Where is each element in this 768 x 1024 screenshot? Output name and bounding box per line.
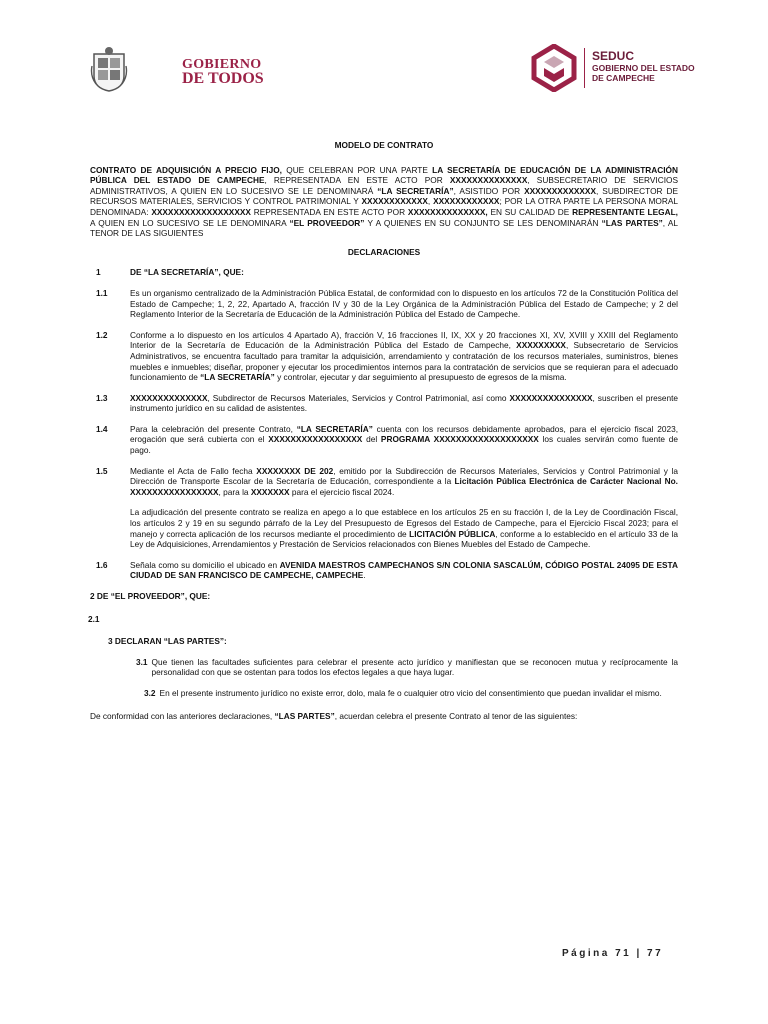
seduc-divider <box>584 48 585 88</box>
text-run: , conforme a lo establecido en el artículo 33 de la Ley de Adquisiciones, Arrendamientos y Prestación de Servicios relacionados con Bienes Muebles del Estado de Campeche. <box>130 528 678 550</box>
declaration-item <box>90 288 678 320</box>
text-run: Es un organismo centralizado de la Administración Pública Estatal, de conformidad con lo dispuesto en los artículos 72 de la Constitución Política del Estado de Campeche; 1, 2, 22, Apartado A, fracción IV y 30 de la Ley Orgánica de la Administración Pública del Estado de Campeche; y 2 del Reglamento Interior de la Secretaría de Educación de la Administración Pública del Estado de Campeche. <box>130 287 678 320</box>
text-run: del <box>362 434 381 445</box>
seduc-logo-text <box>592 50 695 83</box>
bold-run: Licitación Pública Electrónica de Carácter Nacional No. XXXXXXXXXXXXXXXX <box>130 476 678 497</box>
text-run: EN SU CALIDAD DE <box>487 206 573 217</box>
state-seal-icon <box>90 46 128 92</box>
declaration-item <box>90 330 678 383</box>
document-body <box>90 140 678 721</box>
contract-intro <box>90 165 678 239</box>
declaration-items <box>90 288 678 581</box>
bold-run: XXXXXXXXXXXX <box>433 196 500 207</box>
section-1-label: DE “LA SECRETARÍA”, QUE: <box>130 267 244 278</box>
declaraciones-title: DECLARACIONES <box>347 246 421 257</box>
bold-run: XXXXXXXXXXXXXX <box>449 175 528 186</box>
text-run: y controlar, ejecutar y dar seguimiento al presupuesto de egresos de la misma. <box>274 372 567 383</box>
text-run: . <box>363 570 366 581</box>
bold-run: CONTRATO DE ADQUISICIÓN A PRECIO FIJO, <box>90 164 282 175</box>
bold-run: XXXXXXXXXXXXXXXXX <box>268 434 363 445</box>
bold-run: LICITACIÓN PÚBLICA <box>409 528 496 539</box>
text-run: , REPRESENTADA EN ESTE ACTO POR <box>264 175 450 186</box>
bold-run: XXXXXXXXXXXX <box>361 196 428 207</box>
text-run: , suscriben el presente instrumento jurídico en su calidad de asistentes. <box>130 392 678 414</box>
bold-run: “LA SECRETARÍA” <box>377 185 454 196</box>
section-2-heading: 2 DE “EL PROVEEDOR”, QUE: <box>90 591 211 601</box>
item-text <box>130 288 678 320</box>
item-text <box>130 330 678 383</box>
logo-line-2: DE TODOS <box>182 70 264 87</box>
text-run: , ASISTIDO POR <box>453 185 525 196</box>
text-run: , para la <box>218 486 251 497</box>
text-run: Señala como su domicilio el ubicado en <box>130 559 280 570</box>
item-number: 1.3 <box>96 392 108 403</box>
item-number: 1.5 <box>96 465 108 476</box>
text-run: Mediante el Acta de Fallo fecha <box>130 465 257 476</box>
declaration-item <box>90 424 678 456</box>
bold-run: XXXXXXXX DE 202 <box>256 465 334 476</box>
parties-item-text: Que tienen las facultades suficientes para celebrar el presente acto jurídico y manifiestan que se reconocen mutua y recíprocamente la personalidad con que se ostentan para todos los efectos legales a que haya lugar. <box>151 656 678 678</box>
item-text <box>130 393 678 414</box>
text-run: La adjudicación del presente contrato se realiza en apego a lo que establece en los artículos 25 en su fracción I, de la Ley de Coordinación Fiscal, los artículos 2 y 19 en su segundo párrafo de la Ley del Presupuesto de Egresos del Estado de Campeche, para el Ejercicio Fiscal 2023; para el manejo y correcta aplicación de los recursos mediante el procedimiento de <box>130 507 678 539</box>
bold-run: XXXXXXXXXXXXXXXXXX <box>151 206 251 217</box>
page-number: Página 71 | 77 <box>562 948 664 959</box>
parties-item-number: 3.1 <box>136 656 148 667</box>
text-run: los cuales servirán como fuente de pago. <box>130 434 678 456</box>
text-run: , emitido por la Subdirección de Recursos Materiales, Servicios y Control Patrimonial y la Dirección de Transporte Escolar de la Secretaría de Educación, correspondiente a la <box>130 465 678 487</box>
section-1-heading <box>90 267 678 278</box>
bold-run: XXXXXXX <box>250 486 290 497</box>
declaration-item <box>90 393 678 414</box>
bold-run: “EL PROVEEDOR” <box>289 217 365 228</box>
parties-item-text: En el presente instrumento jurídico no existe error, dolo, mala fe o cualquier otro vicio del consentimiento que puedan invalidar el mismo. <box>159 687 662 698</box>
declaration-item <box>90 466 678 498</box>
text-run: ; POR LA OTRA PARTE LA PERSONA MORAL DENOMINADA: <box>90 196 679 217</box>
bold-run: XXXXXXXXXXXXX <box>524 185 597 196</box>
text-run: REPRESENTADA EN ESTE ACTO POR <box>250 206 408 217</box>
item-text <box>130 560 678 581</box>
text-run: , <box>427 196 434 207</box>
item-number: 1.1 <box>96 287 108 298</box>
parties-item <box>136 657 678 678</box>
bold-run: PROGRAMA XXXXXXXXXXXXXXXXXXX <box>380 434 539 445</box>
seduc-logo-icon <box>530 44 578 92</box>
bold-run: AVENIDA MAESTROS CAMPECHANOS S/N COLONIA SASCALÚM, CÓDIGO POSTAL 24095 DE ESTA CIUDAD DE SAN FRANCISCO DE CAMPECHE, CAMPECHE <box>130 559 678 581</box>
text-run: , SUBDIRECTOR DE RECURSOS MATERIALES, SERVICIOS Y CONTROL PATRIMONIAL Y <box>90 185 679 207</box>
parties-item-number: 3.2 <box>144 687 156 698</box>
logo-line-1: GOBIERNO <box>182 57 262 72</box>
text-run: Conforme a lo dispuesto en los artículos 4 Apartado A), fracción V, 16 fracciones II, IX, XX y 20 fracciones XI, XV, XVIII y XXIII del Reglamento Interior de la Secretaría de Educación de la Administración Pública del Estado de Campeche, <box>130 329 678 351</box>
text-run: , Subdirector de Recursos Materiales, Servicios y Control Patrimonial, así como <box>207 392 510 403</box>
parties-item <box>144 688 678 699</box>
section-2-1: 2.1 <box>88 613 100 624</box>
text-run: para el ejercicio fiscal 2024. <box>289 486 395 497</box>
text-run: , SUBSECRETARIO DE SERVICIOS ADMINISTRATIVOS, A QUIEN EN LO SUCESIVO SE LE DENOMINARÁ <box>90 175 678 196</box>
text-run: Para la celebración del presente Contrato, <box>130 423 297 434</box>
item-text <box>130 424 678 456</box>
bold-run: “LA SECRETARÍA” <box>296 423 373 434</box>
text-run: , Subsecretario de Servicios Administrativos, se encuentra facultado para tramitar la adquisición, arrendamiento y contratación de los recursos materiales, suministros, bienes muebles e inmuebles; diseñar, proponer y ejecutar los procedimientos internos para la contratación de servicios que se requieran para el adecuado funcionamiento de <box>130 340 678 383</box>
document-title: MODELO DE CONTRATO <box>334 140 434 150</box>
section-1-number: 1 <box>96 267 101 278</box>
bold-run: “LAS PARTES” <box>601 217 663 228</box>
text-run: De conformidad con las anteriores declaraciones, <box>90 710 275 721</box>
item-number: 1.6 <box>96 559 108 570</box>
bold-run: XXXXXXXXX <box>516 340 566 351</box>
seduc-sub-2: DE CAMPECHE <box>592 73 655 83</box>
item-number: 1.4 <box>96 423 108 434</box>
text-run: A QUIEN EN LO SUCESIVO SE LE DENOMINARA <box>90 217 290 228</box>
closing-paragraph <box>90 711 678 722</box>
bold-run: “LA SECRETARÍA” <box>200 372 275 383</box>
bold-run: LA SECRETARÍA DE EDUCACIÓN DE LA ADMINISTRACIÓN PÚBLICA DEL ESTADO DE CAMPECHE <box>90 164 678 186</box>
section-3-heading: 3 DECLARAN “LAS PARTES”: <box>108 636 227 647</box>
item-number: 1.2 <box>96 329 108 340</box>
page-header <box>0 40 768 100</box>
seduc-title: SEDUC <box>592 49 635 63</box>
item-extra-paragraph <box>130 507 678 549</box>
bold-run: “LAS PARTES” <box>274 710 335 721</box>
text-run: cuenta con los recursos debidamente aprobados, para el ejercicio fiscal 2023, erogación que será cubierta con el <box>130 423 679 445</box>
parties-declarations <box>90 657 678 699</box>
item-text <box>130 466 678 498</box>
bold-run: REPRESENTANTE LEGAL, <box>572 206 678 217</box>
declaration-item <box>90 560 678 581</box>
bold-run: XXXXXXXXXXXXXX <box>130 392 208 403</box>
text-run: , AL TENOR DE LAS SIGUIENTES <box>90 217 678 239</box>
bold-run: XXXXXXXXXXXXXXX <box>509 392 593 403</box>
gobierno-de-todos-logo <box>182 58 264 86</box>
text-run: Y A QUIENES EN SU CONJUNTO SE LES DENOMINARÁN <box>364 217 602 228</box>
text-run: , acuerdan celebra el presente Contrato al tenor de las siguientes: <box>334 710 578 721</box>
bold-run: XXXXXXXXXXXXXX, <box>407 206 488 217</box>
seduc-sub-1: GOBIERNO DEL ESTADO <box>592 63 695 73</box>
text-run: QUE CELEBRAN POR UNA PARTE <box>281 164 433 175</box>
